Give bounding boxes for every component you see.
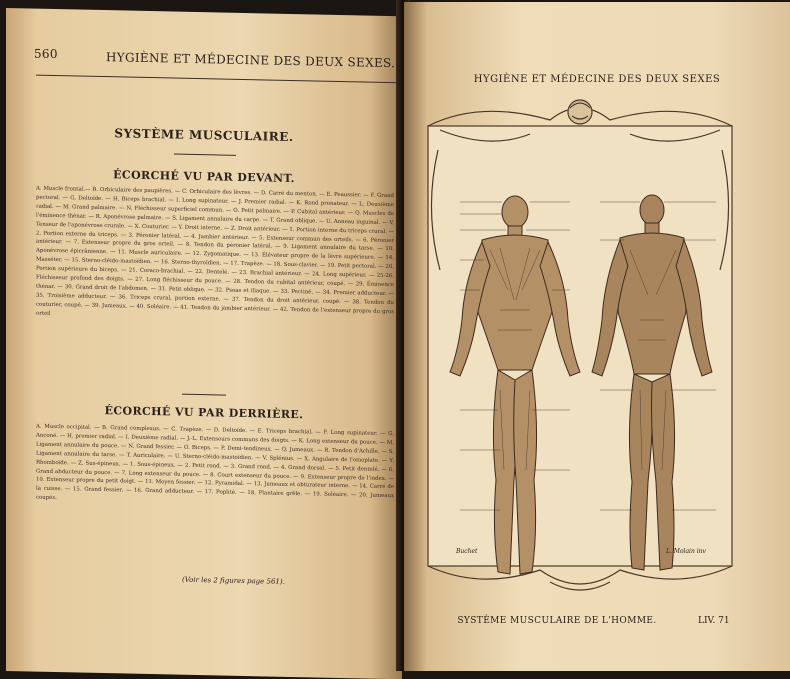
anatomical-plate (420, 90, 740, 605)
engraver-signature-right: L. Molain inv (666, 548, 706, 555)
page-title: SYSTÈME MUSCULAIRE. (114, 126, 294, 145)
section-rule (182, 394, 226, 396)
figure-reference: (Voir les 2 figures page 561). (182, 575, 285, 586)
running-head: HYGIÈNE ET MÉDECINE DES DEUX SEXES. (106, 50, 396, 71)
title-rule (174, 154, 236, 156)
header-rule (36, 75, 396, 84)
left-page (6, 8, 402, 679)
ornamental-frame (428, 100, 732, 590)
back-heading: ÉCORCHÉ VU PAR DERRIÈRE. (104, 404, 304, 422)
engraver-signature-left: Buchet (456, 548, 478, 555)
back-legend-text: A. Muscle occipital. — B. Grand complexus. — C. Trapèze. — D. Deltoïde. — E. Triceps brachial. — F. Long supinateur. — G. Anconé. — H. premier radial. — I. Deuxième radial. — J.-L. Extenseurs communs des doigts. — K. Long extenseur du pouce. — M. Ligament annulaire du pouce. — N. Grand fessier. — O. Biceps. — P. Demi-tendineux. — Q. Jumeaux. — R. Tendon d'Achille. — S. Ligament annulaire du tarse. — T. Auriculaire. — U. Sterno-cléido-mastoïdien. — V. Splénius. — X. Angulaire de l'omoplate. — Y. Rhomboïde. — Z. Sus-épineux. — 1. Sous-épineux. — 2. Petit rond. — 3. Grand rond. — 4. Grand dorsal. — 5. Petit dentelé. — 6. Grand abducteur du pouce. — 7. Long extenseur du pouce. — 8. Court extenseur du pouce. — 9. Extenseur propre de l'index. — 10. Extenseur propre du petit doigt. — 11. Moyen fessier. — 12. Pyramidal. — 13. Jumeaux et obturateur interne. — 14. Carré de la cuisse. — 15. Grand fessier. — 16. Grand adducteur. — 17. Poplité. — 18. Plantaire grêle. — 19. Soléaire. — 20. Jumeaux coupés. (36, 423, 394, 502)
running-head-right: HYGIÈNE ET MÉDECINE DES DEUX SEXES (473, 74, 721, 85)
front-legend-text: A. Muscle frontal.— B. Orbiculaire des paupières. — C. Orbiculaire des lèvres. — D. Carré du menton. — E. Peaussier. — F. Grand pectoral. — G. Deltoïde. — H. Biceps brachial. — I. Long supinateur. — J. Premier radial. — K. Rond pronateur. — L. Deuxième radial. — M. Grand palmaire. — N. Fléchisseur superficiel commun. — O. Petit palmaire. — P. Cubital antérieur. — Q. Muscles de l'éminence thénar. — R. Aponévrose palmaire. — S. Ligament annulaire du carpe. — T. Grand oblique. — U. Anneau inguinal. — V. Tenseur de l'aponévrose crurale. — X. Couturier. — Y. Droit interne. — Z. Droit antérieur. — 1. Portion interne du triceps crural. — 2. Portion externe du triceps. — 3. Péronier latéral. — 4. Jambier antérieur. — 5. Extenseur commun des orteils. — 6. Péronier antérieur. — 7. Extenseur propre du gros orteil. — 8. Tendon du péronier latéral. — 9. Ligament annulaire du tarse. — 10. Aponévrose épicrânienne. — 11. Muscle auriculaire. — 12. Zygomatique. — 13. Élévateur propre de la lèvre supérieure. — 14. Masséter. — 15. Sterno-cléido-mastoïdien. — 16. Sterno-thyroïdien. — 17. Trapèze. — 18. Sous-clavier. — 19. Petit pectoral. — 20. Portion supérieure du biceps. — 21. Coraco-brachial. — 22. Dentelé. — 23. Brachial antérieur. — 24. Long supérieur. — 25-26. Fléchisseur profond des doigts. — 27. Long fléchisseur du pouce. — 28. Tendon du cubital antérieur, coupé. — 29. Éminence thénar. — 30. Grand droit de l'abdomen. — 31. Petit oblique. — 32. Psoas et iliaque. — 33. Pectiné. — 34. Premier adducteur. — 35. Troisième adducteur. — 36. Triceps crural, portion externe. — 37. Tendon du droit antérieur, coupé. — 38. Tendon du couturier, coupé. — 39. Jumeaux. — 40. Soléaire. — 41. Tendon du jambier antérieur. — 42. Tendon de l'extenseur propre du gros orteil (36, 185, 394, 317)
front-heading: ÉCORCHÉ VU PAR DEVANT. (113, 168, 295, 186)
right-page (404, 2, 790, 671)
plate-caption: SYSTÈME MUSCULAIRE DE L'HOMME. (457, 616, 657, 626)
page-number: 560 (34, 46, 58, 62)
livraison-number: LIV. 71 (698, 616, 730, 626)
